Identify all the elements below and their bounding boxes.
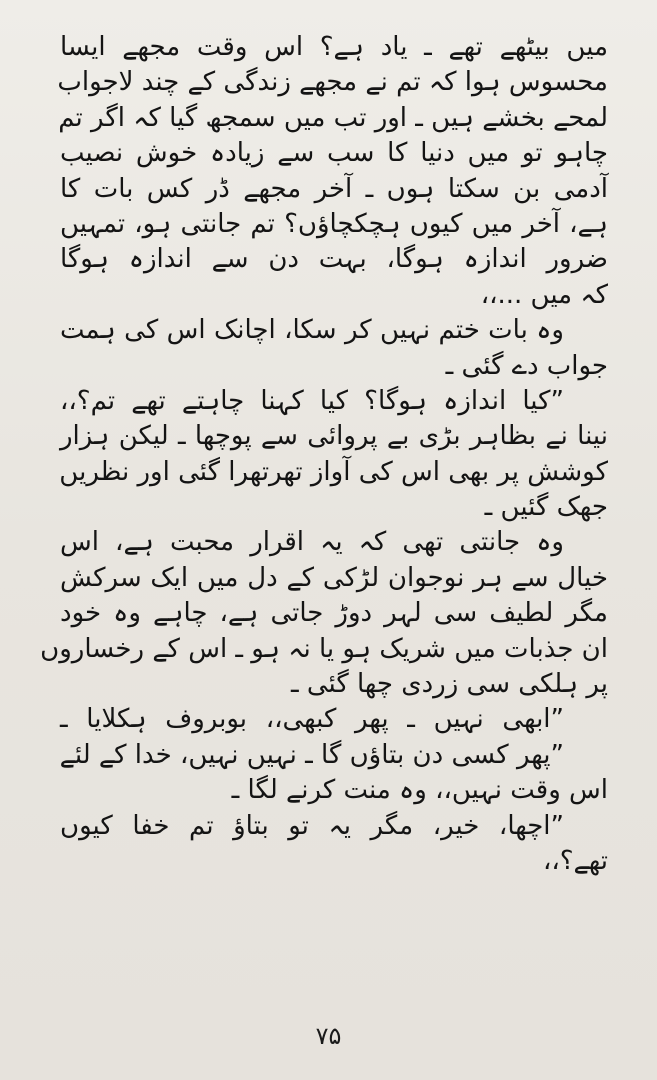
text-line: میں بیٹھے تھے ـ یاد ہے؟ اس وقت مجھے ایسا: [60, 32, 608, 62]
text-line: وہ جانتی تھی کہ یہ اقرار محبت ہے، اس: [60, 527, 564, 558]
text-line: آدمی بن سکتا ہوں ـ آخر مجھے ڈر کس بات کا: [60, 173, 608, 204]
text-line: نینا نے بظاہر بڑی بے پروائی سے پوچھا ـ لیکن ہزار: [60, 421, 608, 452]
text-line: کہ میں ...،،: [480, 279, 608, 310]
text-line: جواب دے گئی ـ: [445, 350, 608, 381]
text-line: خیال سے ہر نوجوان لڑکی کے دل میں ایک سرکش: [60, 562, 608, 593]
text-line: کوشش پر بھی اس کی آواز تھرتھرا گئی اور نظریں: [59, 456, 608, 487]
text-line: اس وقت نہیں،، وہ منت کرنے لگا ـ: [231, 775, 608, 806]
text-line: تھے؟،،: [542, 845, 608, 876]
text-line: پر ہلکی سی زردی چھا گئی ـ: [290, 669, 608, 700]
text-line: ہے، آخر میں کیوں ہچکچاؤں؟ تم جانتی ہو، تمہیں: [60, 208, 608, 239]
text-line: مگر لطیف سی لہر دوڑ جاتی ہے، چاہے وہ خود: [60, 598, 608, 629]
text-line: چاہو تو میں دنیا کا سب سے زیادہ خوش نصیب: [60, 138, 608, 169]
text-line: وہ بات ختم نہیں کر سکا، اچانک اس کی ہمت: [60, 315, 564, 346]
text-line: محسوس ہوا کہ تم نے مجھے زندگی کے چند لاجواب: [57, 67, 608, 98]
page-number: ۷۵: [315, 1022, 342, 1050]
text-line: لمحے بخشے ہیں ـ اور تب میں سمجھ گیا کہ اگر تم: [58, 102, 608, 133]
text-line: ”پھر کسی دن بتاؤں گا ـ نہیں نہیں، خدا کے لئے: [59, 739, 564, 770]
text-line: ان جذبات میں شریک ہو یا نہ ہو ـ اس کے رخساروں: [40, 633, 608, 664]
text-line: ”اچھا، خیر، مگر یہ تو بتاؤ تم خفا کیوں: [60, 810, 564, 841]
text-line: جھک گئیں ـ: [484, 492, 608, 523]
text-line: ضرور اندازہ ہوگا، بہت دن سے اندازہ ہوگا: [60, 244, 608, 275]
body-text: [40, 30, 608, 879]
text-line: ”ابھی نہیں ـ پھر کبھی،، بوبروف ہکلایا ـ: [60, 704, 564, 735]
text-line: ”کیا اندازہ ہوگا؟ کیا کہنا چاہتے تھے تم؟،،: [60, 385, 564, 416]
